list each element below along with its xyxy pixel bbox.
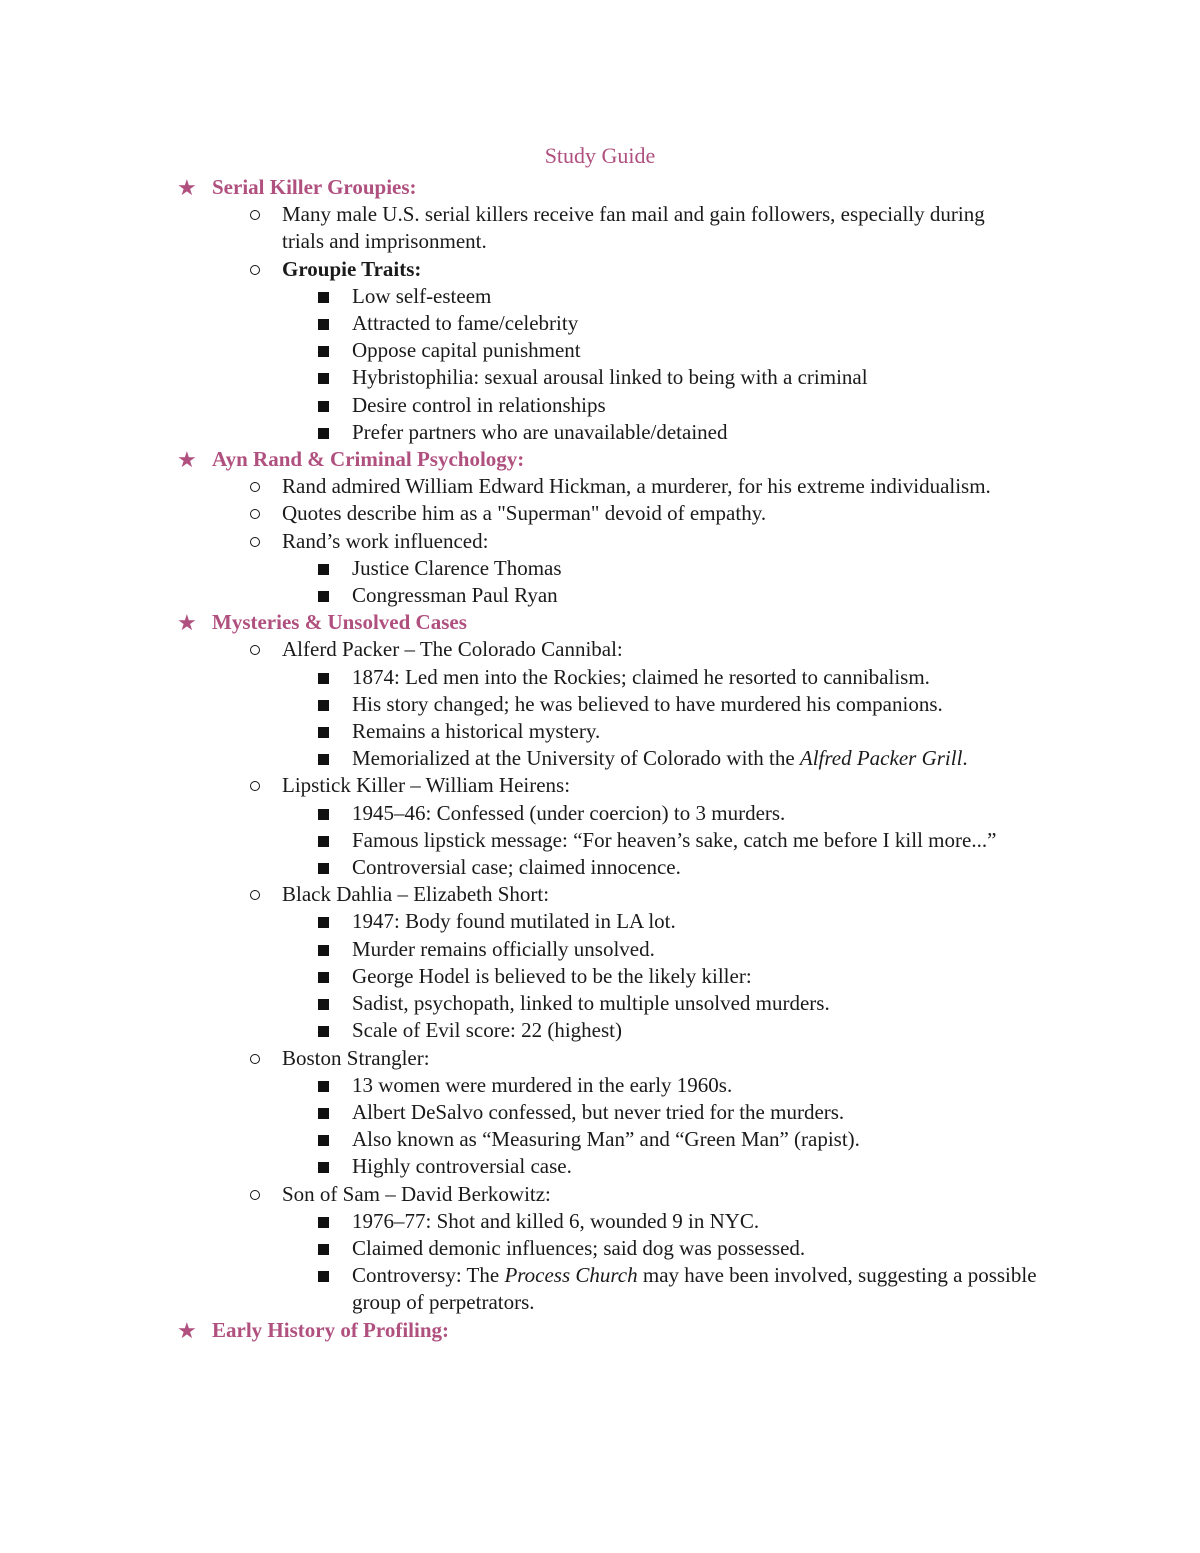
sub-list-item-text: Highly controversial case. xyxy=(352,1154,572,1179)
sub-list-item xyxy=(0,1153,1052,1180)
filled-square-icon xyxy=(318,1162,329,1173)
hollow-circle-icon xyxy=(250,537,260,547)
sub-list-item xyxy=(0,364,1052,391)
list-item-text: Many male U.S. serial killers receive fan mail and gain followers, especially during trials and imprisonment. xyxy=(282,202,985,254)
star-icon: ★ xyxy=(177,610,197,636)
sub-list-item xyxy=(0,908,1052,935)
section-heading-row xyxy=(0,1317,1200,1344)
list-item xyxy=(0,772,1022,799)
filled-square-icon xyxy=(318,401,329,412)
sub-list-item xyxy=(0,555,1052,582)
filled-square-icon xyxy=(318,1081,329,1092)
filled-square-icon xyxy=(318,673,329,684)
hollow-circle-icon xyxy=(250,645,260,655)
list-item-text: Rand admired William Edward Hickman, a murderer, for his extreme individualism. xyxy=(282,474,991,499)
section-heading: Mysteries & Unsolved Cases xyxy=(212,610,467,635)
sub-list-item-text: Sadist, psychopath, linked to multiple unsolved murders. xyxy=(352,991,830,1016)
sub-list-item xyxy=(0,800,1052,827)
sub-list-item-text: Claimed demonic influences; said dog was possessed. xyxy=(352,1235,806,1260)
list-item xyxy=(0,636,1022,663)
sub-list-item xyxy=(0,1235,1052,1262)
filled-square-icon xyxy=(318,972,329,983)
hollow-circle-icon xyxy=(250,1054,260,1064)
filled-square-icon xyxy=(318,727,329,738)
star-icon: ★ xyxy=(177,175,197,200)
section-heading-row xyxy=(0,174,1200,201)
page-title: Study Guide xyxy=(544,143,656,168)
star-icon: ★ xyxy=(177,447,197,473)
italic-title: Alfred Packer Grill xyxy=(799,746,963,771)
sub-list-item xyxy=(0,827,1052,854)
section-heading: Ayn Rand & Criminal Psychology: xyxy=(212,447,525,472)
filled-square-icon xyxy=(318,564,329,575)
sub-list-item-text: Prefer partners who are unavailable/detained xyxy=(352,419,728,444)
sub-list-item xyxy=(0,1208,1052,1235)
filled-square-icon xyxy=(318,700,329,711)
sub-list-item-text: Congressman Paul Ryan xyxy=(352,583,558,608)
filled-square-icon xyxy=(318,319,329,330)
star-icon: ★ xyxy=(177,1317,197,1343)
sub-list-item-text: His story changed; he was believed to have murdered his companions. xyxy=(352,691,943,716)
sub-list-item-text: 13 women were murdered in the early 1960s. xyxy=(352,1072,733,1097)
filled-square-icon xyxy=(318,945,329,956)
sub-list-item xyxy=(0,1072,1052,1099)
list-item-text: Quotes describe him as a "Superman" devoid of empathy. xyxy=(282,501,767,526)
list-item-text: Rand’s work influenced: xyxy=(282,528,489,553)
sub-list-item xyxy=(0,283,1052,310)
sub-list-item xyxy=(0,691,1052,718)
sub-list-item-text: Oppose capital punishment xyxy=(352,338,581,363)
filled-square-icon xyxy=(318,754,329,765)
hollow-circle-icon xyxy=(250,890,260,900)
sub-list-item-text: Controversy: The xyxy=(352,1263,505,1288)
sub-list-item-text: may have been involved, suggesting a possible group of perpetrators. xyxy=(352,1263,1037,1315)
sub-list-item-text: 1947: Body found mutilated in LA lot. xyxy=(352,909,676,934)
filled-square-icon xyxy=(318,863,329,874)
list-item xyxy=(0,528,1022,555)
sub-list-item xyxy=(0,310,1052,337)
sub-list-item-text: Albert DeSalvo confessed, but never tried for the murders. xyxy=(352,1099,845,1124)
filled-square-icon xyxy=(318,1217,329,1228)
list-item xyxy=(0,201,1022,255)
hollow-circle-icon xyxy=(250,781,260,791)
sub-list-item-text: Attracted to fame/celebrity xyxy=(352,311,579,336)
sub-list-item-text: Remains a historical mystery. xyxy=(352,719,601,744)
sub-list-item-text: Scale of Evil score: 22 (highest) xyxy=(352,1018,623,1043)
sub-list-item xyxy=(0,1262,1052,1316)
sub-list-item xyxy=(0,1017,1052,1044)
sub-list-item-text: Famous lipstick message: “For heaven’s sake, catch me before I kill more...” xyxy=(352,827,997,852)
list-item xyxy=(0,256,1022,283)
hollow-circle-icon xyxy=(250,509,260,519)
sub-list-item xyxy=(0,745,1052,772)
list-item xyxy=(0,473,1022,500)
sub-list-item xyxy=(0,337,1052,364)
sub-list-item-text: 1874: Led men into the Rockies; claimed he resorted to cannibalism. xyxy=(352,664,930,689)
sub-list-item-text: Controversial case; claimed innocence. xyxy=(352,855,681,880)
sub-list-item-text: 1945–46: Confessed (under coercion) to 3 murders. xyxy=(352,800,786,825)
section-heading-row xyxy=(0,609,1200,636)
sub-list-item xyxy=(0,990,1052,1017)
sub-list-item-text: Justice Clarence Thomas xyxy=(352,555,562,580)
sub-list-item-text: George Hodel is believed to be the likely killer: xyxy=(352,963,752,988)
sub-list-item-text: Murder remains officially unsolved. xyxy=(352,936,655,961)
list-item-text: Alferd Packer – The Colorado Cannibal: xyxy=(282,637,623,662)
outline xyxy=(0,174,1200,1344)
hollow-circle-icon xyxy=(250,1190,260,1200)
sub-list-item xyxy=(0,392,1052,419)
filled-square-icon xyxy=(318,836,329,847)
list-item xyxy=(0,1181,1022,1208)
list-item-text: Black Dahlia – Elizabeth Short: xyxy=(282,882,550,907)
sub-list-item-text: 1976–77: Shot and killed 6, wounded 9 in NYC. xyxy=(352,1208,760,1233)
sub-list-item xyxy=(0,936,1052,963)
list-item-text: Lipstick Killer – William Heirens: xyxy=(282,773,571,798)
list-item xyxy=(0,500,1022,527)
section-heading: Early History of Profiling: xyxy=(212,1317,449,1342)
sub-list-item-text: . xyxy=(962,746,968,771)
sub-list-item xyxy=(0,963,1052,990)
italic-title: Process Church xyxy=(504,1263,638,1288)
sub-list-item-text: Also known as “Measuring Man” and “Green Man” (rapist). xyxy=(352,1127,860,1152)
sub-list-item xyxy=(0,582,1052,609)
list-item-text: Groupie Traits: xyxy=(282,256,422,281)
hollow-circle-icon xyxy=(250,265,260,275)
list-item-text: Boston Strangler: xyxy=(282,1045,430,1070)
filled-square-icon xyxy=(318,809,329,820)
filled-square-icon xyxy=(318,1244,329,1255)
filled-square-icon xyxy=(318,917,329,928)
sub-list-item xyxy=(0,718,1052,745)
filled-square-icon xyxy=(318,292,329,303)
sub-list-item xyxy=(0,1126,1052,1153)
sub-list-item-text: Hybristophilia: sexual arousal linked to being with a criminal xyxy=(352,365,868,390)
filled-square-icon xyxy=(318,346,329,357)
list-item xyxy=(0,1045,1022,1072)
sub-list-item xyxy=(0,1099,1052,1126)
filled-square-icon xyxy=(318,428,329,439)
filled-square-icon xyxy=(318,999,329,1010)
sub-list-item-text: Memorialized at the University of Colorado with the xyxy=(352,746,800,771)
list-item xyxy=(0,881,1022,908)
section-heading-row xyxy=(0,446,1200,473)
filled-square-icon xyxy=(318,1108,329,1119)
filled-square-icon xyxy=(318,591,329,602)
section-heading: Serial Killer Groupies: xyxy=(212,175,417,199)
filled-square-icon xyxy=(318,1026,329,1037)
sub-list-item xyxy=(0,419,1052,446)
filled-square-icon xyxy=(318,1135,329,1146)
sub-list-item-text: Low self-esteem xyxy=(352,283,492,308)
list-item-text: Son of Sam – David Berkowitz: xyxy=(282,1181,551,1206)
sub-list-item-text: Desire control in relationships xyxy=(352,392,606,417)
filled-square-icon xyxy=(318,373,329,384)
sub-list-item xyxy=(0,854,1052,881)
hollow-circle-icon xyxy=(250,210,260,220)
filled-square-icon xyxy=(318,1271,329,1282)
sub-list-item xyxy=(0,664,1052,691)
hollow-circle-icon xyxy=(250,482,260,492)
